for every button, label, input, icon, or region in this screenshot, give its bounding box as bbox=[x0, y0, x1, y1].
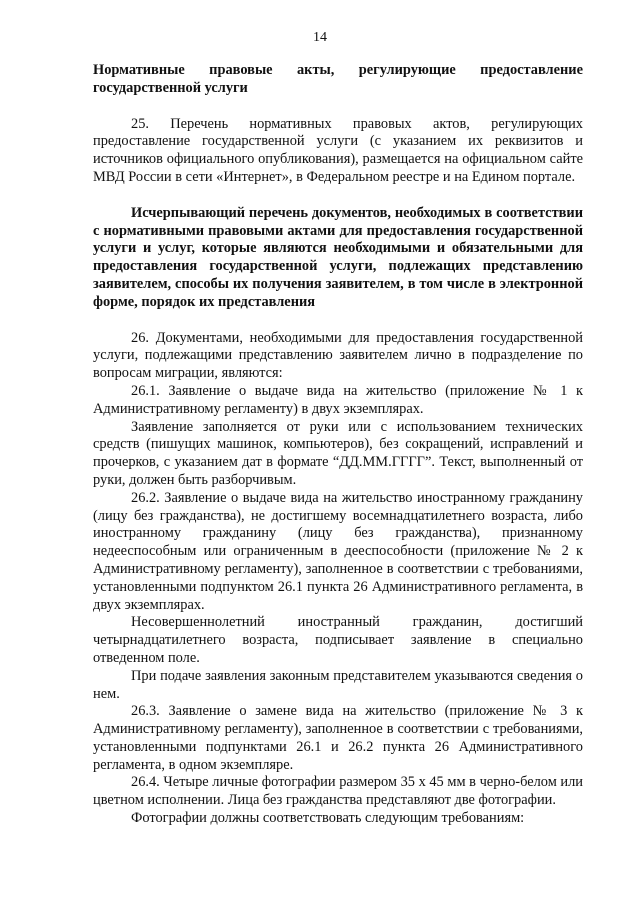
paragraph-26-1-details: Заявление заполняется от руки или с использованием технических средств (пишущих машинок, компьютеров), без сокращений, исправлений и прочерков, с указанием дат в формате “ДД.ММ.ГГГГ”. Текст, выполненный от руки, должен быть разборчивым. bbox=[93, 418, 583, 488]
paragraph-26: 26. Документами, необходимыми для предоставления государственной услуги, подлежащими представлению заявителем лично в подразделение по вопросам миграции, являются: bbox=[93, 329, 583, 382]
document-body bbox=[93, 62, 583, 828]
paragraph-26-1: 26.1. Заявление о выдаче вида на жительство (приложение № 1 к Административному регламенту) в двух экземплярах. bbox=[93, 382, 583, 417]
paragraph-26-2-representative: При подаче заявления законным представителем указываются сведения о нем. bbox=[93, 667, 583, 702]
paragraph-26-2-minor: Несовершеннолетний иностранный гражданин, достигший четырнадцатилетнего возраста, подписывает заявление в специально отведенном поле. bbox=[93, 614, 583, 666]
paragraph-26-2: 26.2. Заявление о выдаче вида на жительство иностранному гражданину (лицу без гражданства), не достигшему восемнадцатилетнего возраста, либо иностранному гражданину (лицу без гражданства), признанному недееспособным или ограниченным в дееспособности (приложение № 2 к Административному регламенту), заполненное в соответствии с требованиями, установленными подпунктом 26.1 пункта 26 Административного регламента, в двух экземплярах. bbox=[93, 489, 583, 613]
paragraph-25: 25. Перечень нормативных правовых актов, регулирующих предоставление государственной услуги (с указанием их реквизитов и источников официального опубликования), размещается на официальном сайте МВД России в сети «Интернет», в Федеральном реестре и на Едином портале. bbox=[93, 115, 583, 185]
section-heading-documents: Исчерпывающий перечень документов, необходимых в соответствии с нормативными правовыми актами для предоставления государственной услуги и услуг, которые являются необходимыми и обязательными для предоставления государственной услуги, подлежащих представлению заявителем, способы их получения заявителем, в том числе в электронной форме, порядок их представления bbox=[93, 204, 583, 310]
paragraph-26-3: 26.3. Заявление о замене вида на жительство (приложение № 3 к Административному регламенту), заполненное в соответствии с требованиями, установленными подпунктами 26.1 и 26.2 пункта 26 Административного регламента, в одном экземпляре. bbox=[93, 703, 583, 773]
section-heading-legal-acts: Нормативные правовые акты, регулирующие предоставление государственной услуги bbox=[93, 62, 583, 96]
paragraph-26-4-requirements: Фотографии должны соответствовать следующим требованиям: bbox=[131, 810, 525, 827]
page-number: 14 bbox=[313, 30, 327, 45]
paragraph-26-4: 26.4. Четыре личные фотографии размером 35 х 45 мм в черно-белом или цветном исполнении. Лица без гражданства представляют две фотографии. bbox=[93, 774, 583, 809]
